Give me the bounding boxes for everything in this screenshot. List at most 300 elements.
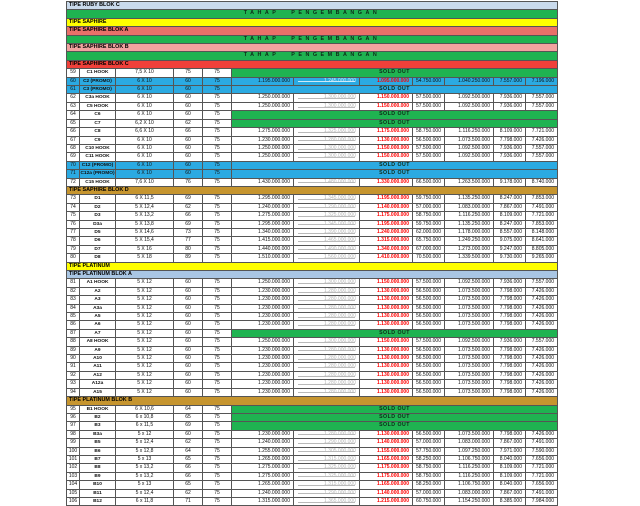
price-normal-cell: 1.315.000.000 [232,497,294,505]
price-old-cell: 1.325.000.000 [294,128,360,136]
installment-1-cell: 8.109.000 [494,128,526,136]
sold-out-cell: SOLD OUT [232,413,558,421]
unit-row [67,371,558,379]
installment-2-cell: 7.491.000 [526,203,558,211]
price-old-cell: 1.325.000.000 [294,472,360,480]
section-row [67,397,558,405]
installment-2-cell: 7.426.000 [526,346,558,354]
installment-1-cell: 7.936.000 [494,153,526,161]
installment-2-cell: 7.557.000 [526,102,558,110]
remaining-payment-cell: 1.083.000.000 [445,439,494,447]
unit-row [67,237,558,245]
price-promo-cell: 1.130.000.000 [360,296,413,304]
remaining-payment-cell: 1.178.000.000 [445,228,494,236]
price-old-cell: 1.280.000.000 [294,287,360,295]
unit-row [67,86,558,94]
unit-row [67,346,558,354]
unit-size-cell: 5 X 12 [116,338,174,346]
unit-name-cell: C8 [80,128,116,136]
booking-fee-cell: 56.500.000 [413,287,445,295]
unit-size-cell: 5 X 15,4 [116,237,174,245]
unit-size-cell: 5 X 12 [116,279,174,287]
unit-number-cell: 66 [67,128,80,136]
unit-row [67,363,558,371]
unit-size-cell: 6 X 10 [116,170,174,178]
installment-2-cell: 8.740.000 [526,178,558,186]
land-area-cell: 75 [203,380,232,388]
installment-1-cell: 7.936.000 [494,94,526,102]
unit-name-cell: B12 [80,497,116,505]
price-normal-cell: 1.250.000.000 [232,144,294,152]
unit-row [67,481,558,489]
unit-name-cell: C12a (PROMO) [80,171,115,177]
unit-row [67,338,558,346]
booking-fee-cell: 58.750.000 [413,464,445,472]
remaining-payment-cell: 1.339.500.000 [445,254,494,262]
unit-name-cell: C7 [80,119,116,127]
booking-fee-cell: 56.500.000 [413,304,445,312]
price-normal-cell: 1.195.000.000 [232,77,294,85]
unit-row [67,77,558,85]
building-area-cell: 60 [174,296,203,304]
unit-size-cell: 5 x 13 [116,481,174,489]
unit-name-cell: C10 HOOK [80,144,116,152]
installment-1-cell: 7.557.000 [494,77,526,85]
remaining-payment-cell: 1.073.500.000 [445,363,494,371]
unit-size-cell: 5 x 12,8 [116,447,174,455]
building-area-cell: 71 [174,497,203,505]
booking-fee-cell: 57.500.000 [413,102,445,110]
stage-banner-row [67,52,558,60]
price-promo-cell: 1.130.000.000 [360,380,413,388]
sold-out-cell: SOLD OUT [232,329,558,337]
booking-fee-cell: 57.500.000 [413,338,445,346]
unit-name-cell: A7 [80,329,116,337]
booking-fee-cell: 56.500.000 [413,346,445,354]
unit-row [67,380,558,388]
unit-size-cell: 6 x 11,8 [116,497,174,505]
building-area-cell: 65 [174,413,203,421]
installment-1-cell: 7.798.000 [494,380,526,388]
unit-row [67,102,558,110]
installment-2-cell: 7.984.000 [526,497,558,505]
price-normal-cell: 1.250.000.000 [232,279,294,287]
land-area-cell: 75 [203,455,232,463]
remaining-payment-cell: 1.073.500.000 [445,304,494,312]
unit-number-cell: 78 [67,237,80,245]
unit-number-cell: 72 [67,178,80,186]
land-area-cell: 75 [203,338,232,346]
unit-name-cell: B3a [80,430,116,438]
unit-number-cell: 69 [67,153,80,161]
price-old-cell: 1.280.000.000 [294,296,360,304]
price-normal-cell: 1.295.000.000 [232,220,294,228]
installment-1-cell: 7.867.000 [494,489,526,497]
unit-number-cell: 59 [67,69,80,77]
price-promo-cell: 1.130.000.000 [360,321,413,329]
installment-2-cell: 8.805.000 [526,245,558,253]
price-promo-cell: 1.130.000.000 [360,355,413,363]
building-area-cell: 69 [174,422,203,430]
unit-row [67,321,558,329]
price-promo-cell: 1.175.000.000 [360,472,413,480]
price-old-cell: 1.300.000.000 [294,338,360,346]
installment-2-cell: 7.590.000 [526,447,558,455]
unit-size-cell: 7,6 X 10 [116,178,174,186]
installment-1-cell: 9.730.000 [494,254,526,262]
unit-name-cell: C15 HOOK [80,178,116,186]
land-area-cell: 75 [203,161,232,169]
unit-size-cell: 5 x 12 [116,430,174,438]
unit-name-cell: B7 [80,455,116,463]
unit-row [67,153,558,161]
unit-name-cell: A8 HOOK [80,338,116,346]
unit-number-cell: 97 [67,422,80,430]
unit-name-cell: B10 [80,481,116,489]
installment-2-cell: 8.148.000 [526,228,558,236]
price-promo-cell: 1.240.000.000 [360,228,413,236]
price-old-cell: 1.390.000.000 [294,228,360,236]
installment-1-cell: 8.040.000 [494,455,526,463]
unit-row [67,119,558,127]
price-promo-cell: 1.130.000.000 [360,287,413,295]
installment-1-cell: 8.385.000 [494,497,526,505]
section-header-cell: TIPE PLATINUM BLOK B [67,397,558,405]
section-row [67,2,558,10]
unit-size-cell: 5 X 13,2 [116,212,174,220]
land-area-cell: 75 [203,447,232,455]
building-area-cell: 62 [174,489,203,497]
building-area-cell: 60 [174,94,203,102]
booking-fee-cell: 56.500.000 [413,371,445,379]
land-area-cell: 75 [203,228,232,236]
unit-name-cell: C9 [80,136,116,144]
unit-name-cell: A2 [80,287,116,295]
price-promo-cell: 1.340.000.000 [360,245,413,253]
installment-2-cell: 7.426.000 [526,136,558,144]
unit-number-cell: 89 [67,346,80,354]
unit-number-cell: 79 [67,245,80,253]
section-row [67,262,558,270]
price-normal-cell: 1.340.000.000 [232,228,294,236]
installment-2-cell: 7.426.000 [526,296,558,304]
price-normal-cell: 1.415.000.000 [232,237,294,245]
price-promo-cell: 1.165.000.000 [360,455,413,463]
unit-row [67,128,558,136]
unit-number-cell: 70 [67,161,80,169]
unit-number-cell: 98 [67,430,80,438]
booking-fee-cell: 58.250.000 [413,481,445,489]
booking-fee-cell: 56.500.000 [413,321,445,329]
section-header-cell: TIPE SAPHIRE BLOK A [67,27,558,35]
unit-name-cell: B5 [80,439,116,447]
price-normal-cell: 1.230.000.000 [232,363,294,371]
building-area-cell: 65 [174,481,203,489]
price-old-cell: 1.290.000.000 [294,439,360,447]
remaining-payment-cell: 1.092.500.000 [445,94,494,102]
unit-size-cell: 6 X 10 [116,144,174,152]
unit-name-cell: C11 HOOK [80,153,116,161]
unit-number-cell: 88 [67,338,80,346]
price-old-cell: 1.345.000.000 [294,195,360,203]
price-promo-cell: 1.330.000.000 [360,178,413,186]
unit-name-cell: B1 HOOK [80,405,116,413]
installment-1-cell: 7.798.000 [494,313,526,321]
price-promo-cell: 1.130.000.000 [360,388,413,396]
price-normal-cell: 1.265.000.000 [232,481,294,489]
land-area-cell: 75 [203,69,232,77]
installment-2-cell: 7.557.000 [526,144,558,152]
land-area-cell: 75 [203,439,232,447]
price-list-table [66,1,558,506]
price-old-cell: 1.300.000.000 [294,94,360,102]
unit-number-cell: 103 [67,472,80,480]
booking-fee-cell: 58.750.000 [413,212,445,220]
installment-1-cell: 7.798.000 [494,287,526,295]
price-old-cell: 1.280.000.000 [294,355,360,363]
installment-1-cell: 9.075.000 [494,237,526,245]
land-area-cell: 75 [203,128,232,136]
booking-fee-cell: 58.750.000 [413,472,445,480]
land-area-cell: 75 [203,195,232,203]
price-promo-cell: 1.130.000.000 [360,313,413,321]
installment-1-cell: 7.971.000 [494,447,526,455]
price-promo-cell: 1.155.000.000 [360,447,413,455]
building-area-cell: 60 [174,77,203,85]
unit-row [67,94,558,102]
price-promo-cell: 1.130.000.000 [360,371,413,379]
unit-size-cell: 5 X 14,6 [116,228,174,236]
unit-number-cell: 75 [67,212,80,220]
price-old-cell: 1.315.000.000 [294,455,360,463]
price-old-cell: 1.245.000.000 [294,77,360,85]
unit-number-cell: 83 [67,296,80,304]
unit-name-cell: B8 [80,464,116,472]
building-area-cell: 64 [174,447,203,455]
installment-1-cell: 7.936.000 [494,144,526,152]
land-area-cell: 75 [203,472,232,480]
price-promo-cell: 1.130.000.000 [360,430,413,438]
price-old-cell: 1.290.000.000 [294,203,360,211]
price-normal-cell: 1.230.000.000 [232,313,294,321]
unit-number-cell: 94 [67,388,80,396]
unit-name-cell: D7 [80,245,116,253]
unit-size-cell: 6 x 10,8 [116,413,174,421]
booking-fee-cell: 65.750.000 [413,237,445,245]
land-area-cell: 75 [203,119,232,127]
booking-fee-cell: 56.500.000 [413,136,445,144]
price-old-cell: 1.300.000.000 [294,153,360,161]
installment-2-cell: 7.853.000 [526,220,558,228]
price-promo-cell: 1.150.000.000 [360,338,413,346]
price-old-cell: 1.280.000.000 [294,388,360,396]
installment-2-cell: 7.656.000 [526,455,558,463]
unit-name-cell: A6 [80,321,116,329]
unit-size-cell: 5 X 12 [116,304,174,312]
unit-number-cell: 61 [67,86,80,94]
price-normal-cell: 1.230.000.000 [232,388,294,396]
unit-name-cell: A12 [80,371,116,379]
remaining-payment-cell: 1.073.500.000 [445,321,494,329]
section-row [67,44,558,52]
installment-2-cell: 8.641.000 [526,237,558,245]
section-header-cell: TIPE SAPHIRE BLOK C [67,60,558,68]
building-area-cell: 60 [174,136,203,144]
price-promo-cell: 1.130.000.000 [360,304,413,312]
remaining-payment-cell: 1.073.500.000 [445,388,494,396]
building-area-cell: 73 [174,228,203,236]
installment-2-cell: 7.426.000 [526,313,558,321]
installment-1-cell: 8.109.000 [494,464,526,472]
building-area-cell: 60 [174,287,203,295]
booking-fee-cell: 56.500.000 [413,296,445,304]
land-area-cell: 75 [203,144,232,152]
land-area-cell: 75 [203,363,232,371]
installment-2-cell: 7.656.000 [526,481,558,489]
unit-row [67,178,558,186]
remaining-payment-cell: 1.116.250.000 [445,128,494,136]
installment-2-cell: 7.721.000 [526,212,558,220]
booking-fee-cell: 59.750.000 [413,220,445,228]
installment-2-cell: 7.721.000 [526,464,558,472]
stage-banner-cell: TAHAP PENGEMBANGAN [67,35,558,43]
unit-name-cell: B2 [80,413,116,421]
building-area-cell: 89 [174,254,203,262]
booking-fee-cell: 56.500.000 [413,388,445,396]
unit-row [67,144,558,152]
unit-number-cell: 92 [67,371,80,379]
price-promo-cell: 1.215.000.000 [360,497,413,505]
price-old-cell: 1.480.000.000 [294,178,360,186]
remaining-payment-cell: 1.154.250.000 [445,497,494,505]
price-normal-cell: 1.230.000.000 [232,296,294,304]
land-area-cell: 75 [203,464,232,472]
unit-number-cell: 99 [67,439,80,447]
unit-name-cell: A15 [80,388,116,396]
price-normal-cell: 1.250.000.000 [232,338,294,346]
installment-1-cell: 7.867.000 [494,439,526,447]
price-normal-cell: 1.275.000.000 [232,212,294,220]
price-old-cell: 1.280.000.000 [294,321,360,329]
price-old-cell: 1.325.000.000 [294,212,360,220]
land-area-cell: 75 [203,355,232,363]
installment-2-cell: 9.265.000 [526,254,558,262]
unit-name-cell: B11 [80,489,116,497]
unit-number-cell: 74 [67,203,80,211]
price-old-cell: 1.290.000.000 [294,489,360,497]
unit-name-cell: A9 [80,346,116,354]
building-area-cell: 66 [174,464,203,472]
price-normal-cell: 1.240.000.000 [232,439,294,447]
unit-name-cell: C1 HOOK [80,69,116,77]
building-area-cell: 64 [174,405,203,413]
price-normal-cell: 1.230.000.000 [232,355,294,363]
building-area-cell: 66 [174,472,203,480]
land-area-cell: 75 [203,405,232,413]
price-normal-cell: 1.240.000.000 [232,203,294,211]
unit-size-cell: 5 X 12 [116,380,174,388]
building-area-cell: 60 [174,313,203,321]
installment-1-cell: 7.867.000 [494,203,526,211]
unit-number-cell: 81 [67,279,80,287]
price-normal-cell: 1.230.000.000 [232,304,294,312]
price-normal-cell: 1.230.000.000 [232,321,294,329]
building-area-cell: 62 [174,203,203,211]
unit-size-cell: 5 X 12 [116,346,174,354]
remaining-payment-cell: 1.106.750.000 [445,455,494,463]
land-area-cell: 75 [203,220,232,228]
booking-fee-cell: 54.750.000 [413,77,445,85]
unit-row [67,69,558,77]
installment-1-cell: 7.798.000 [494,355,526,363]
land-area-cell: 75 [203,430,232,438]
unit-number-cell: 100 [67,447,80,455]
unit-number-cell: 63 [67,102,80,110]
section-row [67,271,558,279]
section-header-cell: TIPE SAPHIRE BLOK D [67,186,558,194]
sold-out-cell: SOLD OUT [232,161,558,169]
booking-fee-cell: 67.000.000 [413,245,445,253]
unit-name-cell: C5 HOOK [80,102,116,110]
land-area-cell: 75 [203,203,232,211]
unit-number-cell: 93 [67,380,80,388]
land-area-cell: 75 [203,296,232,304]
unit-number-cell: 67 [67,136,80,144]
price-promo-cell: 1.195.000.000 [360,195,413,203]
price-normal-cell: 1.230.000.000 [232,371,294,379]
land-area-cell: 75 [203,153,232,161]
unit-row [67,497,558,505]
installment-2-cell: 7.426.000 [526,304,558,312]
remaining-payment-cell: 1.073.500.000 [445,380,494,388]
booking-fee-cell: 57.500.000 [413,279,445,287]
price-normal-cell: 1.230.000.000 [232,136,294,144]
unit-number-cell: 80 [67,254,80,262]
unit-number-cell: 84 [67,304,80,312]
remaining-payment-cell: 1.073.500.000 [445,371,494,379]
section-row [67,18,558,26]
installment-1-cell: 7.936.000 [494,279,526,287]
land-area-cell: 75 [203,413,232,421]
unit-name-cell: A3 [80,296,116,304]
price-normal-cell: 1.240.000.000 [232,489,294,497]
unit-size-cell: 6,6 X 10 [116,128,174,136]
price-normal-cell: 1.275.000.000 [232,128,294,136]
building-area-cell: 60 [174,102,203,110]
installment-1-cell: 7.936.000 [494,338,526,346]
land-area-cell: 75 [203,388,232,396]
remaining-payment-cell: 1.073.500.000 [445,313,494,321]
unit-size-cell: 5 X 12 [116,363,174,371]
building-area-cell: 60 [174,388,203,396]
sold-out-cell: SOLD OUT [232,422,558,430]
price-old-cell: 1.280.000.000 [294,430,360,438]
building-area-cell: 60 [174,144,203,152]
unit-row [67,430,558,438]
unit-row [67,170,558,178]
installment-1-cell: 7.798.000 [494,346,526,354]
installment-1-cell: 8.109.000 [494,472,526,480]
installment-1-cell: 7.798.000 [494,136,526,144]
land-area-cell: 75 [203,481,232,489]
price-promo-cell: 1.175.000.000 [360,464,413,472]
booking-fee-cell: 57.000.000 [413,203,445,211]
unit-number-cell: 90 [67,355,80,363]
section-row [67,60,558,68]
booking-fee-cell: 62.000.000 [413,228,445,236]
unit-name-cell: D2 [80,203,116,211]
price-normal-cell: 1.440.000.000 [232,245,294,253]
